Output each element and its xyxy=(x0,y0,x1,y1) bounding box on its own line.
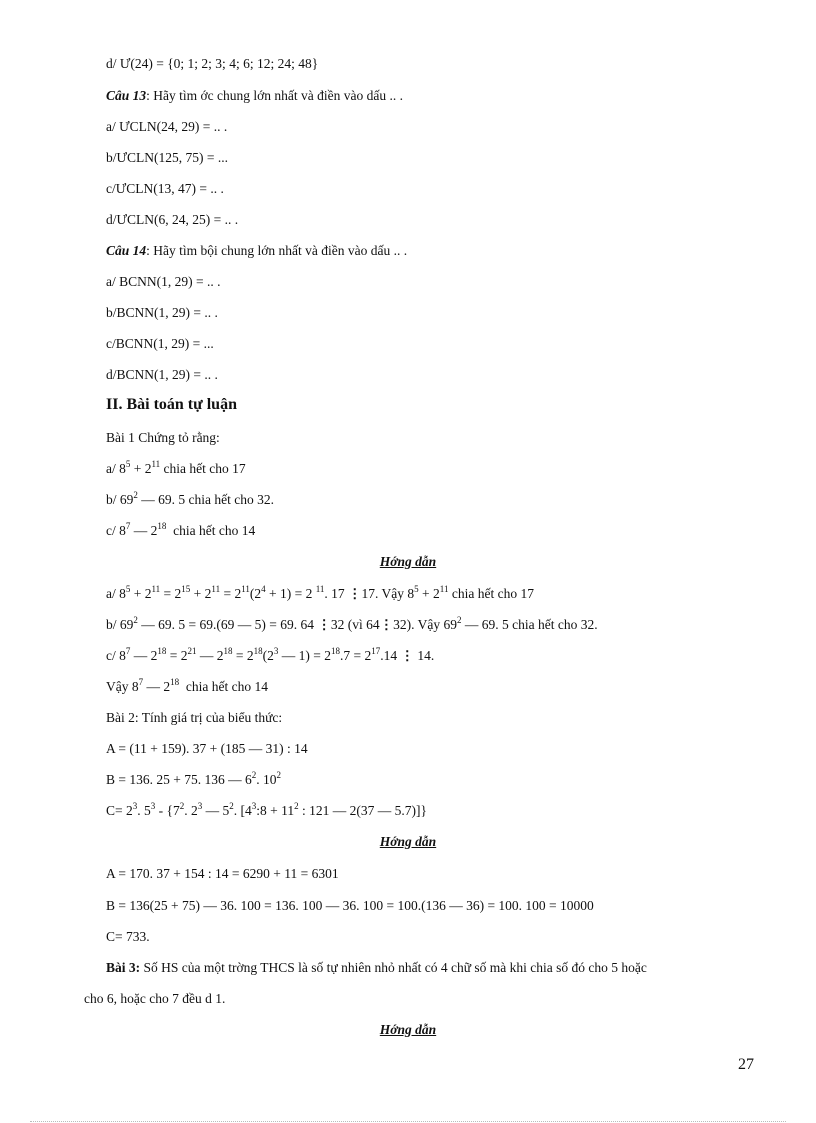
bai1-item-b: b/ $69^2$ — 69. 5 chia hết cho 32. xyxy=(106,489,274,507)
question-text: : Hãy tìm bội chung lớn nhất và điền vào dấu .. . xyxy=(146,243,408,258)
bai3-label: Bài 3: xyxy=(106,960,141,975)
conclusion-text: Vậy 8 xyxy=(106,679,139,694)
q13-item-b: b/ƯCLN(125, 75) = ... xyxy=(106,150,228,165)
bai2-title: Bài 2: Tính giá trị của biểu thức: xyxy=(106,710,283,725)
q13-item-a: a/ ƯCLN(24, 29) = .. . xyxy=(106,119,228,134)
answer-a: A = 170. 37 + 154 : 14 = 6290 + 11 = 6301 xyxy=(106,866,339,881)
bai1-item-c: c/ $8^7$ — $2^{18}$ chia hết cho 14 xyxy=(106,520,256,538)
answer-b: B = 136(25 + 75) — 36. 100 = 136. 100 — 36. 100 = 100.(136 — 36) = 100. 100 = 10000 xyxy=(106,898,594,913)
question-text: : Hãy tìm ớc chung lớn nhất và điền vào dấu .. . xyxy=(146,88,403,103)
question-label: Câu 13 xyxy=(106,88,147,103)
expr-a: A = (11 + 159). 37 + (185 — 31) : 14 xyxy=(106,741,308,756)
solution-a: a/ $8^5 + 2^{11} = 2^{15} + 2^{11} = 2^{11}(2^4 + 1) = 2$ $^{11}$. 17 ⋮17. Vậy $8^5 + 2^{11}$ chia hết cho 17 xyxy=(106,583,534,601)
expr-b: B = 136. 25 + 75. 136 — $6^2$. $10^2$ xyxy=(106,769,281,787)
q14-item-b: b/BCNN(1, 29) = .. . xyxy=(106,305,218,320)
question-14 xyxy=(106,242,407,260)
footer-divider xyxy=(30,1121,786,1122)
guide-heading: Hớng dẫn xyxy=(379,834,437,849)
solution-c-conclusion: Vậy $8^7$ — $2^{18}$ chia hết cho 14 xyxy=(106,676,268,694)
section-heading: II. Bài toán tự luận xyxy=(106,396,237,413)
guide-heading: Hớng dẫn xyxy=(379,554,437,569)
bai3-line-2: cho 6, hoặc cho 7 đều d 1. xyxy=(84,991,226,1006)
bai1-title: Bài 1 Chứng tỏ rằng: xyxy=(106,430,220,445)
guide-heading: Hớng dẫn xyxy=(379,1022,437,1037)
solution-b: b/ $69^2$ — 69. 5 = 69.(69 — 5) = 69. 64 ⋮32 (vì 64⋮32). Vậy $69^2$ — 69. 5 chia hết cho 32. xyxy=(106,614,598,632)
bai3-text: Số HS của một trờng THCS là số tự nhiên nhỏ nhất có 4 chữ số mà khi chia số đó cho 5 hoặc xyxy=(140,960,647,975)
solution-c: c/ $8^7$ — $2^{18} = 2^{21}$ — $2^{18} = 2^{18}(2^3$ — $1) = 2^{18}.7 = 2^{17}.14$ ⋮ 14. xyxy=(106,645,435,663)
q14-item-c: c/BCNN(1, 29) = ... xyxy=(106,336,214,351)
question-13 xyxy=(106,87,403,105)
page-number: 27 xyxy=(738,1056,754,1073)
q13-item-d: d/ƯCLN(6, 24, 25) = .. . xyxy=(106,212,239,227)
expr-c: $C= 2^3$. $5^3 - \{7^2$. $2^3$ — $5^2$. [$4^3:8 + 11^2$ : 121 — 2(37 — 5.7)]} xyxy=(106,800,427,818)
q14-item-a: a/ BCNN(1, 29) = .. . xyxy=(106,274,221,289)
q13-item-c: c/ƯCLN(13, 47) = .. . xyxy=(106,181,224,196)
q14-item-d: d/BCNN(1, 29) = .. . xyxy=(106,367,218,382)
bai1-item-a: a/ $8^5 + 2^{11}$ chia hết cho 17 xyxy=(106,458,246,476)
answer-line: d/ Ư(24) = {0; 1; 2; 3; 4; 6; 12; 24; 48} xyxy=(106,56,319,71)
bai3-line-1 xyxy=(106,959,647,977)
question-label: Câu 14 xyxy=(106,243,147,258)
answer-c: C= 733. xyxy=(106,929,150,944)
